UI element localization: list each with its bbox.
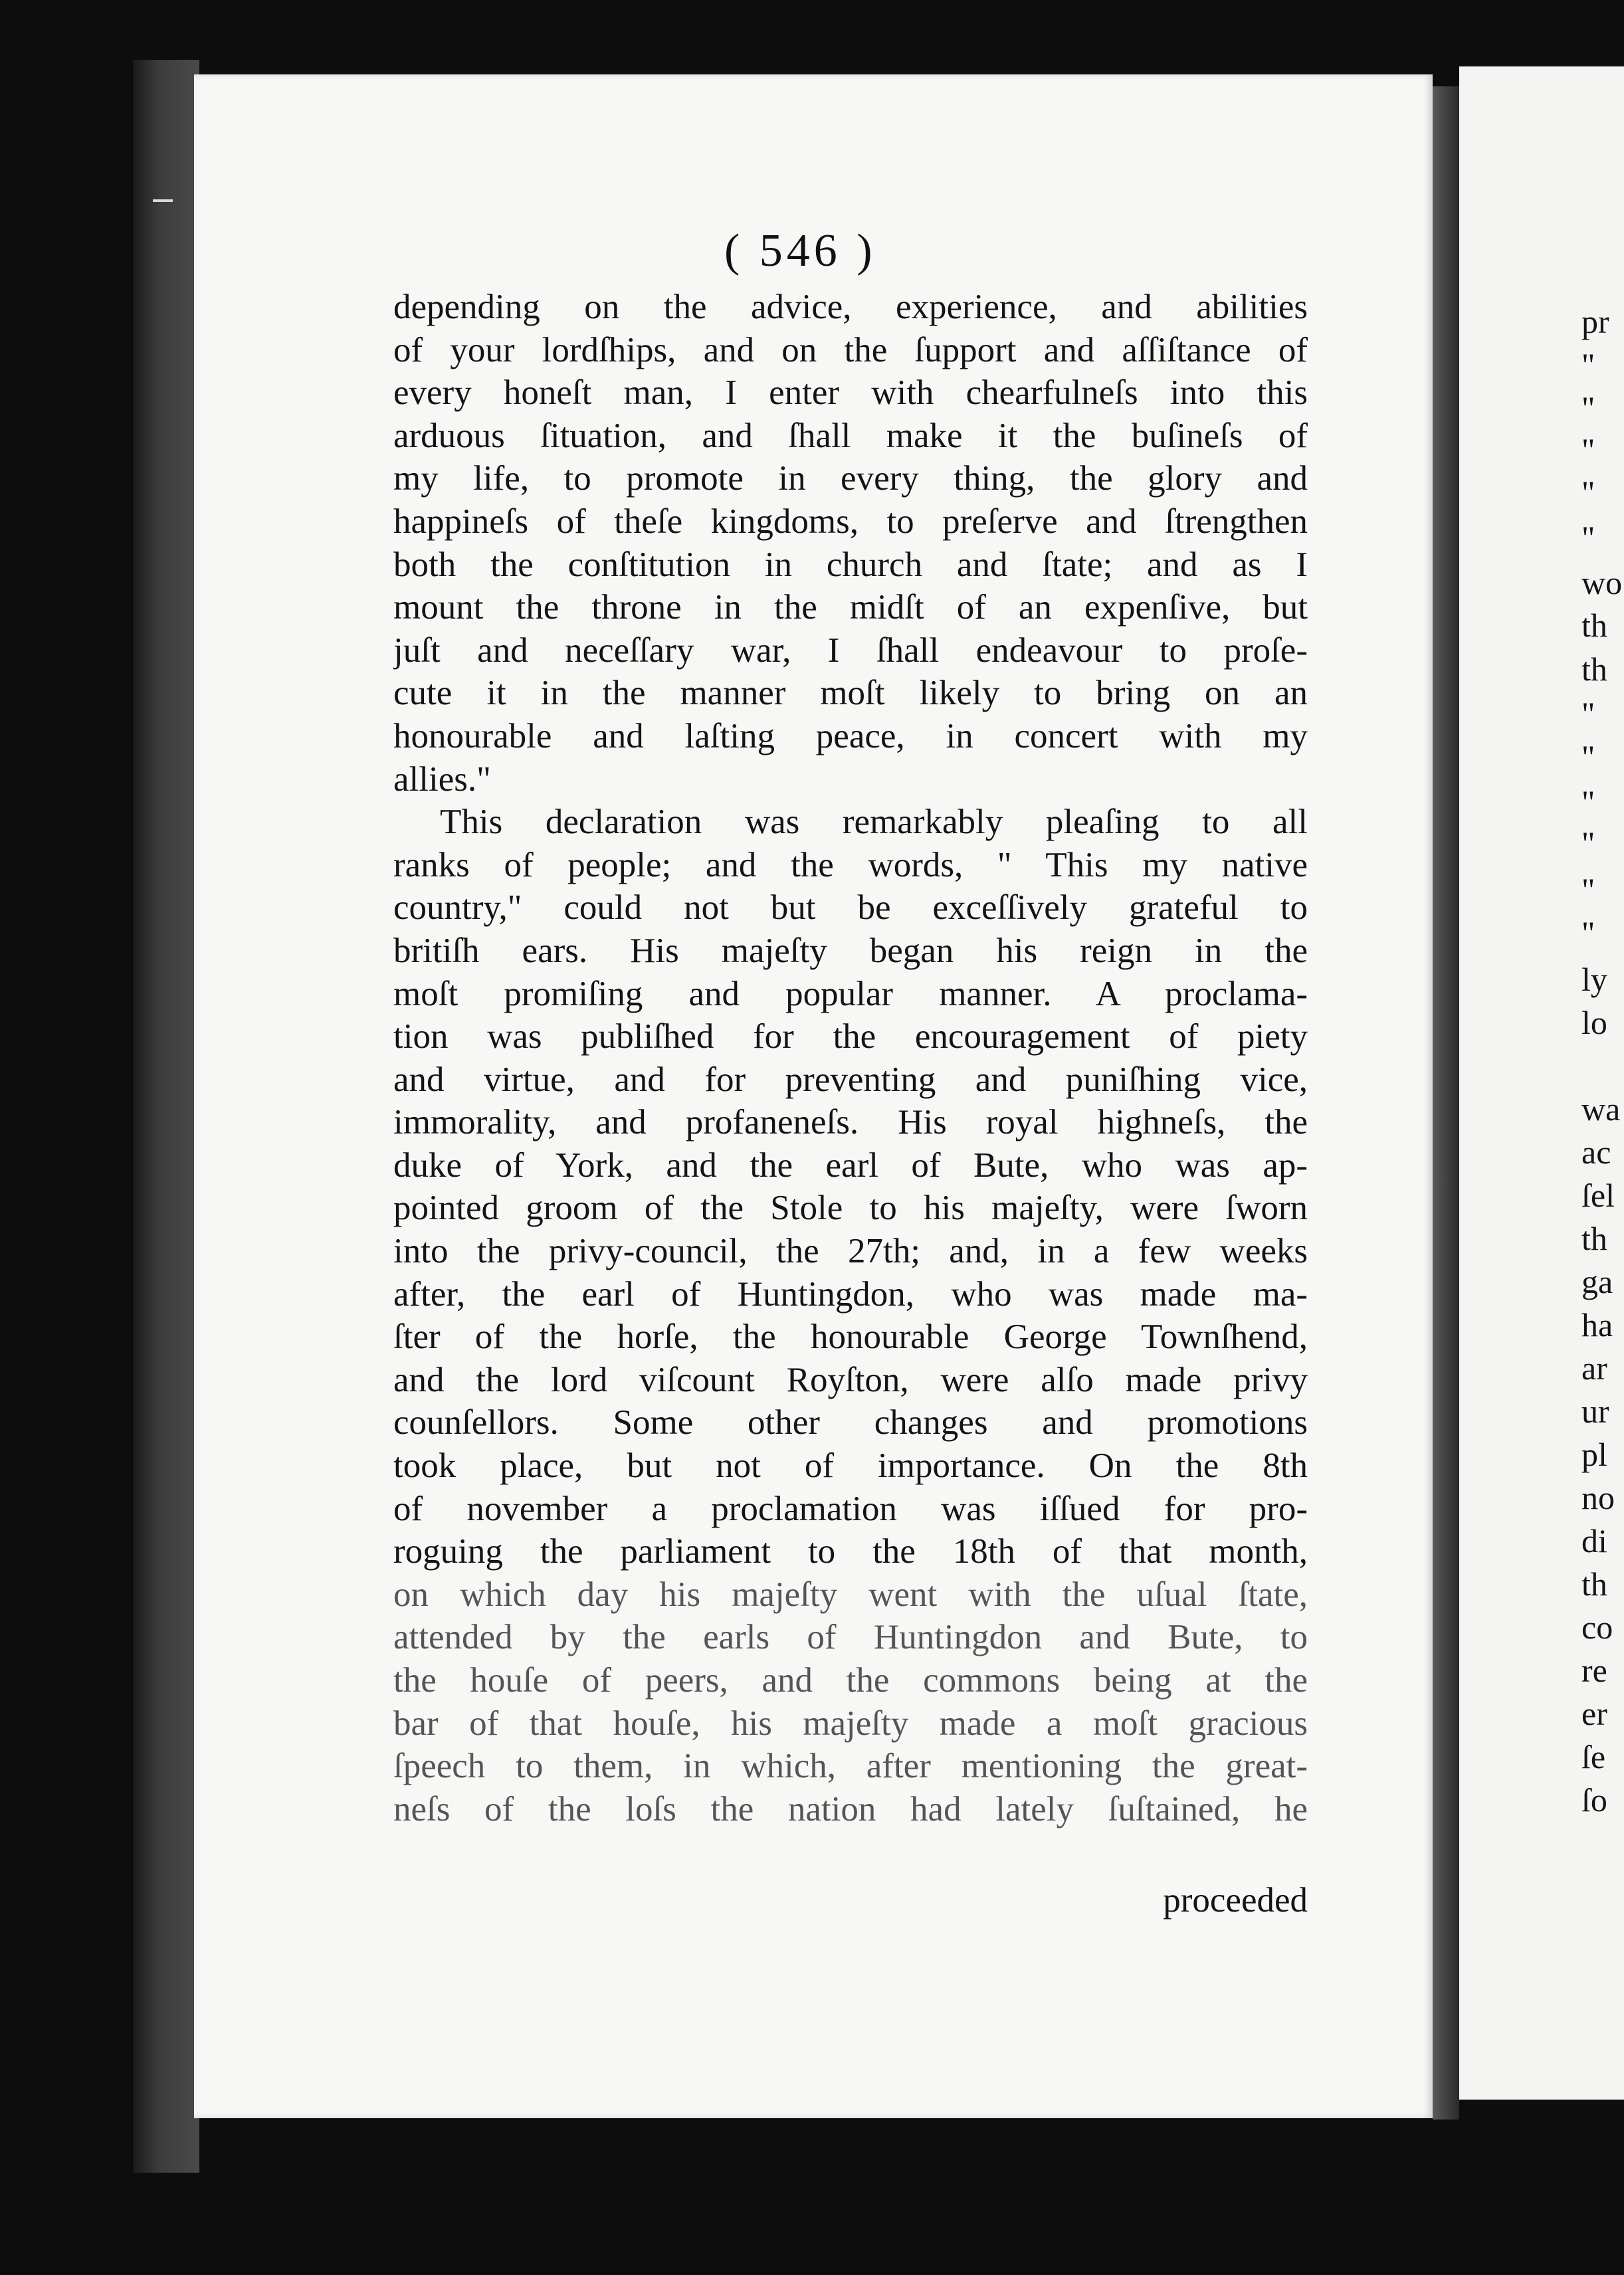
text-line: happineſs of theſe kingdoms, to preſerve and ſtrengthen	[393, 502, 1308, 541]
text-line: immorality, and profaneneſs. His royal highneſs, the	[393, 1103, 1308, 1142]
text-line: duke of York, and the earl of Bute, who was ap-	[393, 1145, 1308, 1185]
adjacent-text-fragment: er	[1581, 1695, 1607, 1732]
adjacent-text-fragment: "	[1581, 389, 1595, 427]
adjacent-text-fragment: re	[1581, 1652, 1607, 1689]
text-line: britiſh ears. His majeſty began his reign in the	[393, 931, 1308, 970]
adjacent-text-fragment: ar	[1581, 1349, 1607, 1387]
text-line: roguing the parliament to the 18th of that month,	[393, 1532, 1308, 1571]
adjacent-text-fragment: wa	[1581, 1090, 1621, 1128]
adjacent-text-fragment: ſe	[1581, 1738, 1606, 1775]
adjacent-text-fragment: th	[1581, 607, 1607, 644]
text-line: cute it in the manner moſt likely to bring on an	[393, 674, 1308, 713]
text-line: country," could not but be exceſſively grateful to	[393, 888, 1308, 928]
adjacent-text-fragment: th	[1581, 1220, 1607, 1257]
adjacent-text-fragment: "	[1581, 871, 1595, 908]
text-line: counſellors. Some other changes and promotions	[393, 1403, 1308, 1442]
text-line: allies."	[393, 759, 491, 799]
adjacent-text-fragment: "	[1581, 914, 1595, 951]
page-number: ( 546 )	[724, 225, 876, 276]
text-line: neſs of the loſs the nation had lately ſuſtained, he	[393, 1789, 1308, 1829]
adjacent-text-fragment: "	[1581, 783, 1595, 821]
adjacent-text-fragment: ac	[1581, 1134, 1611, 1171]
adjacent-text-fragment: ur	[1581, 1393, 1609, 1430]
text-line: honourable and laſting peace, in concert with my	[393, 716, 1308, 755]
adjacent-text-fragment: th	[1581, 650, 1607, 688]
adjacent-text-fragment: th	[1581, 1565, 1607, 1603]
text-line: ranks of people; and the words, " This my native	[393, 845, 1308, 884]
adjacent-text-fragment: co	[1581, 1609, 1613, 1646]
text-line: arduous ſituation, and ſhall make it the buſineſs of	[393, 416, 1308, 455]
adjacent-text-fragment: ha	[1581, 1306, 1613, 1343]
adjacent-text-fragment: ga	[1581, 1263, 1613, 1300]
text-line: both the conſtitution in church and ſtate; and as I	[393, 545, 1308, 584]
adjacent-text-fragment: ſel	[1581, 1177, 1615, 1214]
text-line: and virtue, and for preventing and puniſhing vice,	[393, 1060, 1308, 1099]
adjacent-text-fragment: "	[1581, 474, 1595, 511]
text-line: on which day his majeſty went with the uſual ſtate,	[393, 1575, 1308, 1614]
text-line: This declaration was remarkably pleaſing to all	[440, 803, 1308, 842]
adjacent-text-fragment: "	[1581, 346, 1595, 383]
text-line: juſt and neceſſary war, I ſhall endeavour to proſe-	[393, 631, 1308, 670]
text-line: attended by the earls of Huntingdon and Bute, to	[393, 1618, 1308, 1657]
adjacent-text-fragment: "	[1581, 738, 1595, 775]
text-line: of november a proclamation was iſſued for pro-	[393, 1489, 1308, 1528]
text-line: depending on the advice, experience, and abilities	[393, 288, 1308, 326]
body-text	[393, 286, 1308, 1830]
text-line: took place, but not of importance. On the 8th	[393, 1446, 1308, 1486]
text-line: tion was publiſhed for the encouragement of piety	[393, 1017, 1308, 1056]
adjacent-text-fragment: "	[1581, 519, 1595, 556]
text-line: and the lord viſcount Royſton, were alſo made privy	[393, 1360, 1308, 1399]
page-gutter	[1433, 86, 1459, 2120]
text-line: the houſe of peers, and the commons being at the	[393, 1661, 1308, 1700]
adjacent-text-fragment: pl	[1581, 1436, 1607, 1473]
text-line: of your lordſhips, and on the ſupport and aſſiſtance of	[393, 330, 1308, 369]
text-line: mount the throne in the midſt of an expenſive, but	[393, 588, 1308, 627]
text-line: every honeſt man, I enter with chearfulneſs into this	[393, 373, 1308, 413]
adjacent-text-fragment: lo	[1581, 1004, 1607, 1041]
text-line: moſt promiſing and popular manner. A proclama-	[393, 974, 1308, 1013]
left-page-edge	[133, 60, 199, 2173]
adjacent-text-fragment: ly	[1581, 961, 1607, 998]
adjacent-text-fragment: ſo	[1581, 1781, 1607, 1819]
adjacent-text-fragment: "	[1581, 431, 1595, 468]
adjacent-text-fragment: "	[1581, 695, 1595, 732]
adjacent-text-fragment: pr	[1581, 303, 1609, 340]
text-line: ſpeech to them, in which, after mentioning the great-	[393, 1747, 1308, 1786]
adjacent-text-fragment: "	[1581, 825, 1595, 862]
text-line: pointed groom of the Stole to his majeſty, were ſworn	[393, 1189, 1308, 1228]
text-line: bar of that houſe, his majeſty made a moſt gracious	[393, 1704, 1308, 1743]
text-line: ſter of the horſe, the honourable George Townſhend,	[393, 1318, 1308, 1357]
text-line: into the privy-council, the 27th; and, in a few weeks	[393, 1232, 1308, 1271]
catchword: proceeded	[1163, 1881, 1308, 1920]
text-line: after, the earl of Huntingdon, who was made ma-	[393, 1274, 1308, 1314]
scan-speck	[153, 199, 173, 202]
adjacent-text-fragment: no	[1581, 1479, 1615, 1516]
adjacent-text-fragment: wo	[1581, 564, 1623, 601]
adjacent-text-fragment: di	[1581, 1522, 1607, 1559]
text-line: my life, to promote in every thing, the glory and	[393, 459, 1308, 498]
